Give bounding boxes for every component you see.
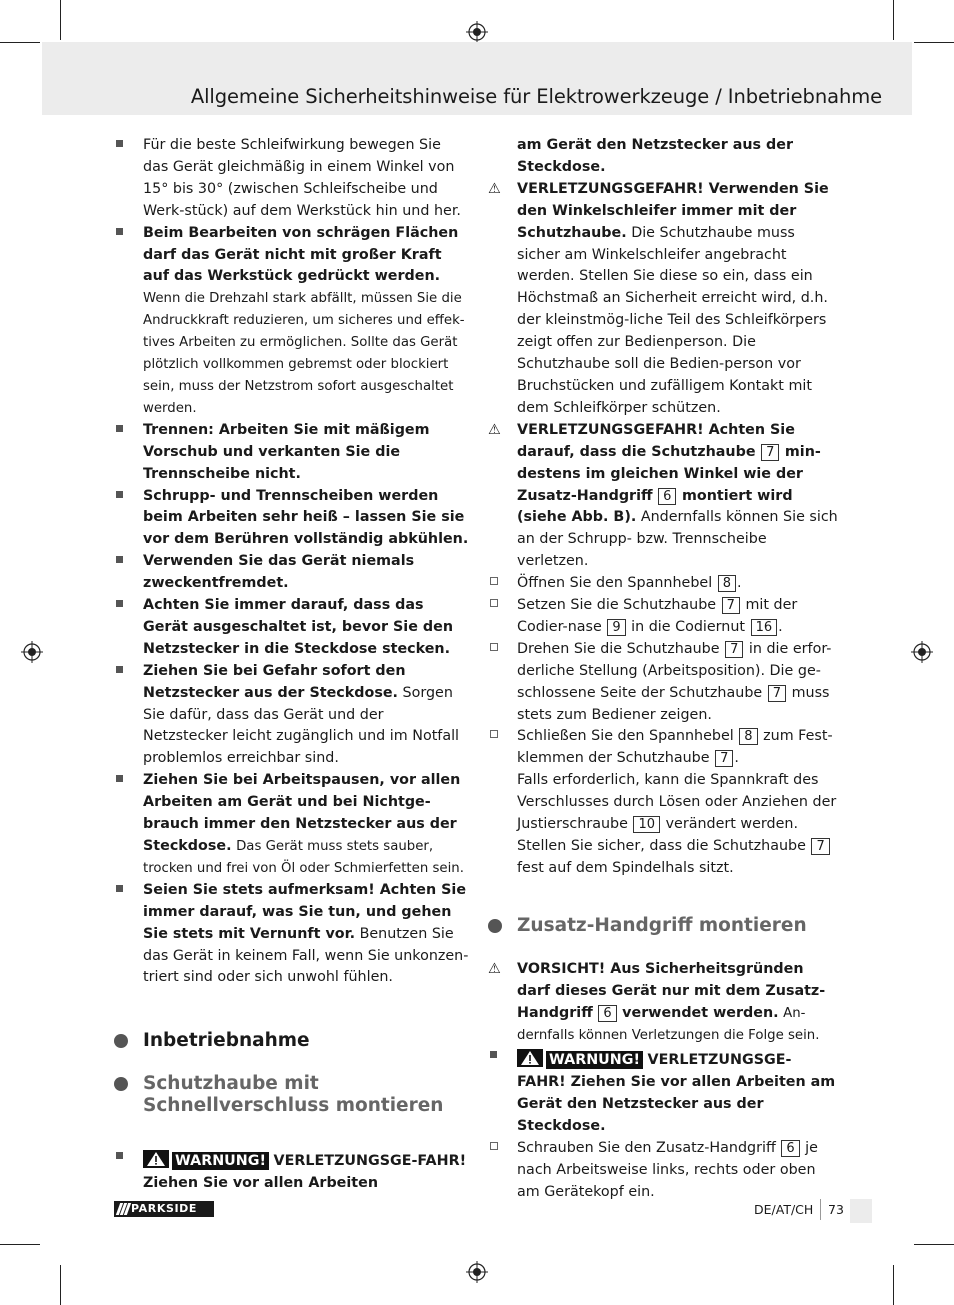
right-column [488, 135, 840, 1204]
checkbox-bullet-icon [490, 643, 498, 651]
checkbox-bullet-icon [490, 1142, 498, 1150]
checkbox-bullet-icon [490, 577, 498, 585]
list-item: Setzen Sie die Schutzhaube 7 mit der Codier-nase 9 in die Codiernut 16 . [488, 595, 840, 639]
part-number: 7 [722, 597, 740, 614]
list-item: Schließen Sie den Spannhebel 8 zum Fest-klemmen der Schutzhaube 7 . Falls erforderlich, kann die Spannkraft des Verschlusses durch Lösen oder Anziehen der Justierschraube 10 verändert werden. Stellen Sie sicher, dass die Schutzhaube 7 fest auf dem Spindelhals sitzt. [488, 726, 840, 879]
list-item: Trennen: Arbeiten Sie mit mäßigem Vorschub und verkanten Sie die Trennscheibe nicht. [114, 420, 470, 486]
list-item: Öffnen Sie den Spannhebel 8 . [488, 573, 840, 595]
registration-mark-icon [466, 21, 488, 43]
section-dot-icon [488, 919, 502, 933]
checkbox-bullet-icon [490, 599, 498, 607]
crop-mark [914, 42, 954, 43]
part-number: 7 [761, 444, 779, 461]
crop-mark [0, 42, 40, 43]
list-item: ⚠ VERLETZUNGSGEFAHR! Verwenden Sie den Winkelschleifer immer mit der Schutzhaube. Die Schutzhaube muss sicher am Winkelschleifer angebracht werden. Stellen Sie diese so ein, dass ein Höchstmaß an Sicherheit erreicht wird, d.h. der kleinstmög-liche Teil des Schleifkörpers zeigt offen zur Bedienperson. Die Schutzhaube soll die Bedien-person vor Bruchstücken und zufälligem Kontakt mit dem Schleifkörper schützen. [488, 180, 829, 416]
list-item: am Gerät den Netzstecker aus der Steckdose. [517, 137, 794, 175]
square-bullet-icon [116, 600, 123, 607]
part-number: 7 [768, 685, 786, 702]
warning-label: WARNUNG! [172, 1152, 269, 1170]
list-item: WARNUNG! VERLETZUNGSGE-FAHR! Ziehen Sie vor allen Arbeiten am Gerät den Netzstecker aus der Steckdose. [488, 1046, 840, 1138]
square-bullet-icon [116, 491, 123, 498]
list-item: Schrauben Sie den Zusatz-Handgriff 6 je nach Arbeitsweise links, rechts oder oben am Gerätekopf ein. [488, 1138, 840, 1204]
part-number: 8 [739, 728, 757, 745]
part-number: 8 [718, 575, 736, 592]
list-item: WARNUNG! VERLETZUNGSGE-FAHR! Ziehen Sie vor allen Arbeiten [114, 1147, 470, 1195]
square-bullet-icon [116, 140, 123, 147]
crop-mark [893, 1265, 894, 1305]
section-dot-icon [114, 1077, 128, 1091]
warning-triangle-icon [143, 1150, 169, 1168]
registration-mark-icon [466, 1261, 488, 1283]
warning-triangle-icon: ⚠ [488, 960, 501, 977]
page-tab [850, 1199, 872, 1223]
registration-mark-icon [911, 641, 933, 663]
square-bullet-icon [116, 885, 123, 892]
part-number: 6 [781, 1140, 799, 1157]
part-number: 9 [607, 619, 625, 636]
square-bullet-icon [116, 556, 123, 563]
list-item: Achten Sie immer darauf, dass das Gerät ausgeschaltet ist, bevor Sie den Netzstecker in die Steckdose stecken. [114, 595, 470, 661]
page-number: 73 [828, 1202, 844, 1217]
part-number: 6 [658, 488, 676, 505]
section-heading: Inbetriebnahme [114, 1030, 470, 1052]
square-bullet-icon [116, 228, 123, 235]
square-bullet-icon [116, 425, 123, 432]
list-item: Schrupp- und Trennscheiben werden beim Arbeiten sehr heiß – lassen Sie sie vor dem Berühren vollständig abkühlen. [114, 486, 470, 552]
brand-name: PARKSIDE [131, 1202, 198, 1215]
list-item: Beim Bearbeiten von schrägen Flächen darf das Gerät nicht mit großer Kraft auf das Werkstück gedrückt werden. Wenn die Drehzahl stark abfällt, müssen Sie die Andruckkraft reduzieren, um sicheres und effek-tives Arbeiten zu ermöglichen. Sollte das Gerät plötzlich vollkommen gebremst oder blockiert sein, muss der Netzstrom sofort ausgeschaltet werden. [114, 223, 470, 420]
warning-label: WARNUNG! [546, 1051, 643, 1069]
section-heading: Schutzhaube mit Schnellverschluss montieren [114, 1073, 470, 1117]
part-number: 7 [715, 750, 733, 767]
square-bullet-icon [116, 666, 123, 673]
square-bullet-icon [116, 775, 123, 782]
crop-mark [60, 1265, 61, 1305]
warning-triangle-icon [517, 1049, 543, 1067]
list-item: ⚠ VERLETZUNGSGEFAHR! Achten Sie darauf, dass die Schutzhaube 7 min-destens im gleichen Winkel wie der Zusatz-Handgriff 6 montiert wird (siehe Abb. B). Andernfalls können Sie sich an der Schrupp- bzw. Trennscheibe verletzen. [488, 421, 838, 570]
warning-triangle-icon: ⚠ [488, 421, 501, 438]
list-item: Ziehen Sie bei Gefahr sofort den Netzstecker aus der Steckdose. Sorgen Sie dafür, dass das Gerät und der Netzstecker leicht zugänglich und im Notfall problemlos erreichbar sind. [114, 661, 470, 771]
section-dot-icon [114, 1034, 128, 1048]
list-item: Ziehen Sie bei Arbeitspausen, vor allen Arbeiten am Gerät und bei Nichtge-brauch immer den Netzstecker aus der Steckdose. Das Gerät muss stets sauber, trocken und frei von Öl oder Schmierfetten sein. [114, 770, 470, 880]
part-number: 16 [751, 619, 778, 636]
left-column [114, 135, 470, 1195]
square-bullet-icon [490, 1051, 497, 1058]
page-title: Allgemeine Sicherheitshinweise für Elektrowerkzeuge / Inbetriebnahme [190, 85, 882, 108]
crop-mark [60, 0, 61, 40]
footer-divider [820, 1199, 821, 1220]
section-heading: Zusatz-Handgriff montieren [488, 915, 840, 937]
list-item: Für die beste Schleifwirkung bewegen Sie das Gerät gleichmäßig in einem Winkel von 15° bis 30° (zwischen Schleifscheibe und Werk-stück) auf dem Werkstück hin und her. [114, 135, 470, 223]
square-bullet-icon [116, 1152, 123, 1159]
part-number: 6 [598, 1005, 616, 1022]
checkbox-bullet-icon [490, 730, 498, 738]
part-number: 10 [633, 816, 660, 833]
list-item: ⚠ VORSICHT! Aus Sicherheitsgründen darf dieses Gerät nur mit dem Zusatz-Handgriff 6 verwendet werden. An-dernfalls können Verletzungen die Folge sein. [488, 960, 826, 1043]
language-code: DE/AT/CH [754, 1202, 814, 1217]
part-number: 7 [725, 641, 743, 658]
warning-triangle-icon: ⚠ [488, 180, 501, 197]
list-item: Seien Sie stets aufmerksam! Achten Sie immer darauf, was Sie tun, und gehen Sie stets mit Vernunft vor. Benutzen Sie das Gerät in keinem Fall, wenn Sie unkonzen-triert sind oder sich unwohl fühlen. [114, 880, 470, 990]
list-item: Verwenden Sie das Gerät niemals zweckentfremdet. [114, 551, 470, 595]
registration-mark-icon [21, 641, 43, 663]
crop-mark [893, 0, 894, 40]
crop-mark [0, 1244, 40, 1245]
part-number: 7 [811, 838, 829, 855]
crop-mark [914, 1244, 954, 1245]
list-item: Drehen Sie die Schutzhaube 7 in die erfor-derliche Stellung (Arbeitsposition). Die ge-schlossene Seite der Schutzhaube 7 muss stets zum Bediener zeigen. [488, 639, 840, 727]
